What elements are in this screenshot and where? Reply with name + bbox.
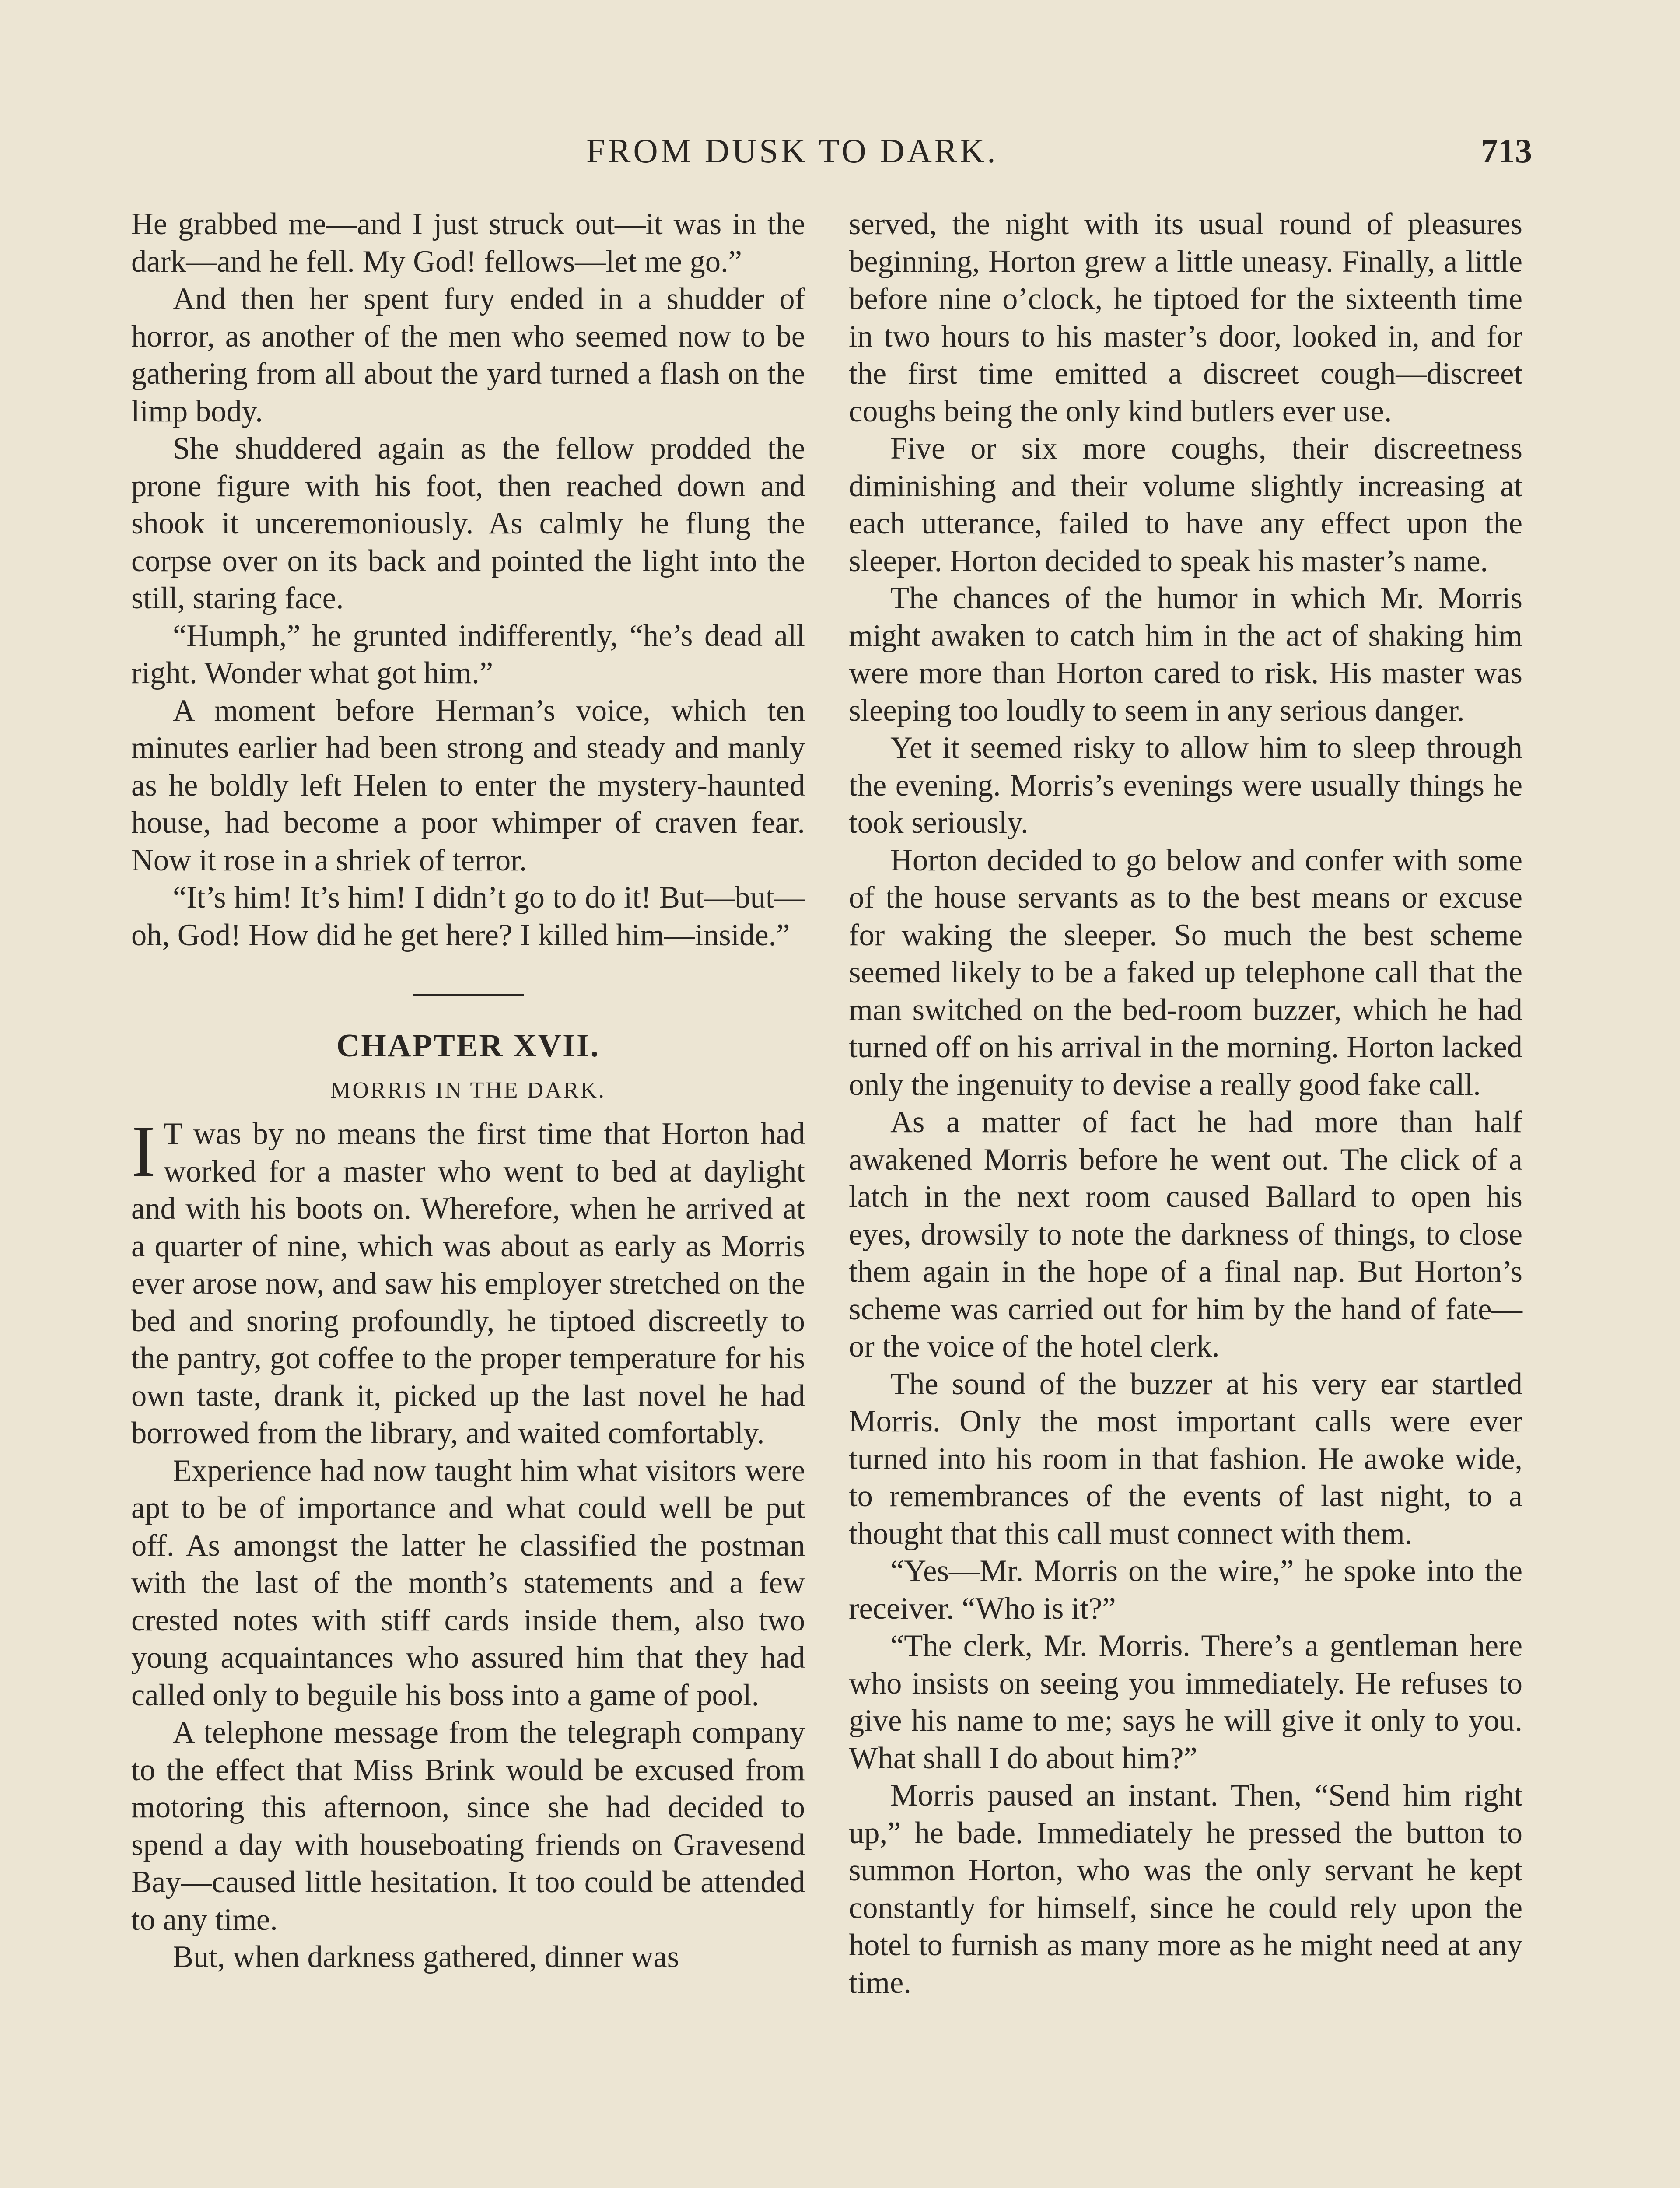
paragraph: And then her spent fury ended in a shudder of horror, as another of the men who seemed now to be gathering from all about the yard turned a flash on the limp body. xyxy=(131,282,805,428)
paragraph: But, when darkness gathered, dinner was xyxy=(173,1940,679,1974)
paragraph: She shuddered again as the fellow prodded the prone figure with his foot, then reached down and shook it unceremoniously. As calmly he flung the corpse over on its back and pointed the light into the still, staring face. xyxy=(131,431,805,615)
paragraph: “The clerk, Mr. Morris. There’s a gentleman here who insists on seeing you immediately. He refuses to give his name to me; says he will give it only to you. What shall I do about him?” xyxy=(849,1629,1522,1775)
left-column xyxy=(131,206,805,1976)
paragraph: As a matter of fact he had more than half awakened Morris before he went out. The click of a latch in the next room caused Ballard to open his eyes, drowsily to note the darkness of things, to close them again in the hope of a final nap. But Horton’s scheme was carried out for him by the hand of fate—or the voice of the hotel clerk. xyxy=(849,1105,1522,1364)
paragraph: served, the night with its usual round of pleasures beginning, Horton grew a little uneasy. Finally, a little before nine o’clock, he tiptoed for the sixteenth time in two hours to his master’s door, looked in, and for the first time emitted a discreet cough—discreet coughs being the only kind butlers ever use. xyxy=(849,207,1522,428)
paragraph: Experience had now taught him what visitors were apt to be of importance and what could well be put off. As amongst the latter he classified the postman with the last of the month’s statements and a few crested notes with stiff cards inside them, also two young acquaintances who assured him that they had called only to beguile his boss into a game of pool. xyxy=(131,1453,805,1712)
paragraph-text: T was by no means the first time that Horton had worked for a master who went to bed at daylight and with his boots on. Wherefore, when he arrived at a quarter of nine, which was about as early as Morris ever arose now, and saw his employer stretched on the bed and snoring profoundly, he tiptoed discreetly to the pantry, got coffee to the proper temperature for his own taste, drank it, picked up the last novel he had borrowed from the library, and waited comfortably. xyxy=(131,1117,805,1450)
chapter-title: CHAPTER XVII. xyxy=(336,1028,600,1064)
paragraph: Horton decided to go below and confer with some of the house servants as to the best means or excuse for waking the sleeper. So much the best scheme seemed likely to be a faked up telephone call that the man switched on the bed-room buzzer, which he had turned off on his arrival in the morning. Horton lacked only the ingenuity to devise a really good fake call. xyxy=(849,843,1522,1102)
paragraph: “It’s him! It’s him! I didn’t go to do it! But—but—oh, God! How did he get here? I killed him—inside.” xyxy=(131,880,805,952)
right-column xyxy=(849,206,1522,2002)
paragraph: A telephone message from the telegraph company to the effect that Miss Brink would be excused from motoring this afternoon, since she had decided to spend a day with houseboating friends on Gravesend Bay—caused little hesitation. It too could be attended to any time. xyxy=(131,1715,805,1937)
paragraph: Five or six more coughs, their discreetness diminishing and their volume slightly increasing at each utterance, failed to have any effect upon the sleeper. Horton decided to speak his master’s name. xyxy=(849,431,1522,578)
paragraph: Morris paused an instant. Then, “Send him right up,” he bade. Immediately he pressed the button to summon Horton, who was the only servant he kept constantly for himself, since he could rely upon the hotel to furnish as many more as he might need at any time. xyxy=(849,1778,1522,2000)
paragraph: A moment before Herman’s voice, which ten minutes earlier had been strong and steady and manly as he boldly left Helen to enter the mystery-haunted house, had become a poor whimper of craven fear. Now it rose in a shriek of terror. xyxy=(131,693,805,877)
paragraph: “Yes—Mr. Morris on the wire,” he spoke into the receiver. “Who is it?” xyxy=(849,1554,1522,1626)
drop-cap: I xyxy=(131,1111,156,1192)
paragraph: The chances of the humor in which Mr. Morris might awaken to catch him in the act of shaking him were more than Horton cared to risk. His master was sleeping too loudly to seem in any serious danger. xyxy=(849,581,1522,728)
paragraph: The sound of the buzzer at his very ear startled Morris. Only the most important calls were ever turned into his room in that fashion. He awoke wide, to remembrances of the events of last night, to a thought that this call must connect with them. xyxy=(849,1367,1522,1551)
paragraph: Yet it seemed risky to allow him to sleep through the evening. Morris’s evenings were usually things he took seriously. xyxy=(849,731,1522,840)
page-number: 713 xyxy=(1481,132,1532,170)
paragraph: “Humph,” he grunted indifferently, “he’s dead all right. Wonder what got him.” xyxy=(131,618,805,690)
chapter-opening-paragraph xyxy=(131,1111,805,1452)
running-title: FROM DUSK TO DARK. xyxy=(586,132,998,170)
section-divider xyxy=(413,994,524,996)
paragraph: He grabbed me—and I just struck out—it was in the dark—and he fell. My God! fellows—let me go.” xyxy=(131,207,805,279)
chapter-subtitle: MORRIS IN THE DARK. xyxy=(330,1078,606,1103)
